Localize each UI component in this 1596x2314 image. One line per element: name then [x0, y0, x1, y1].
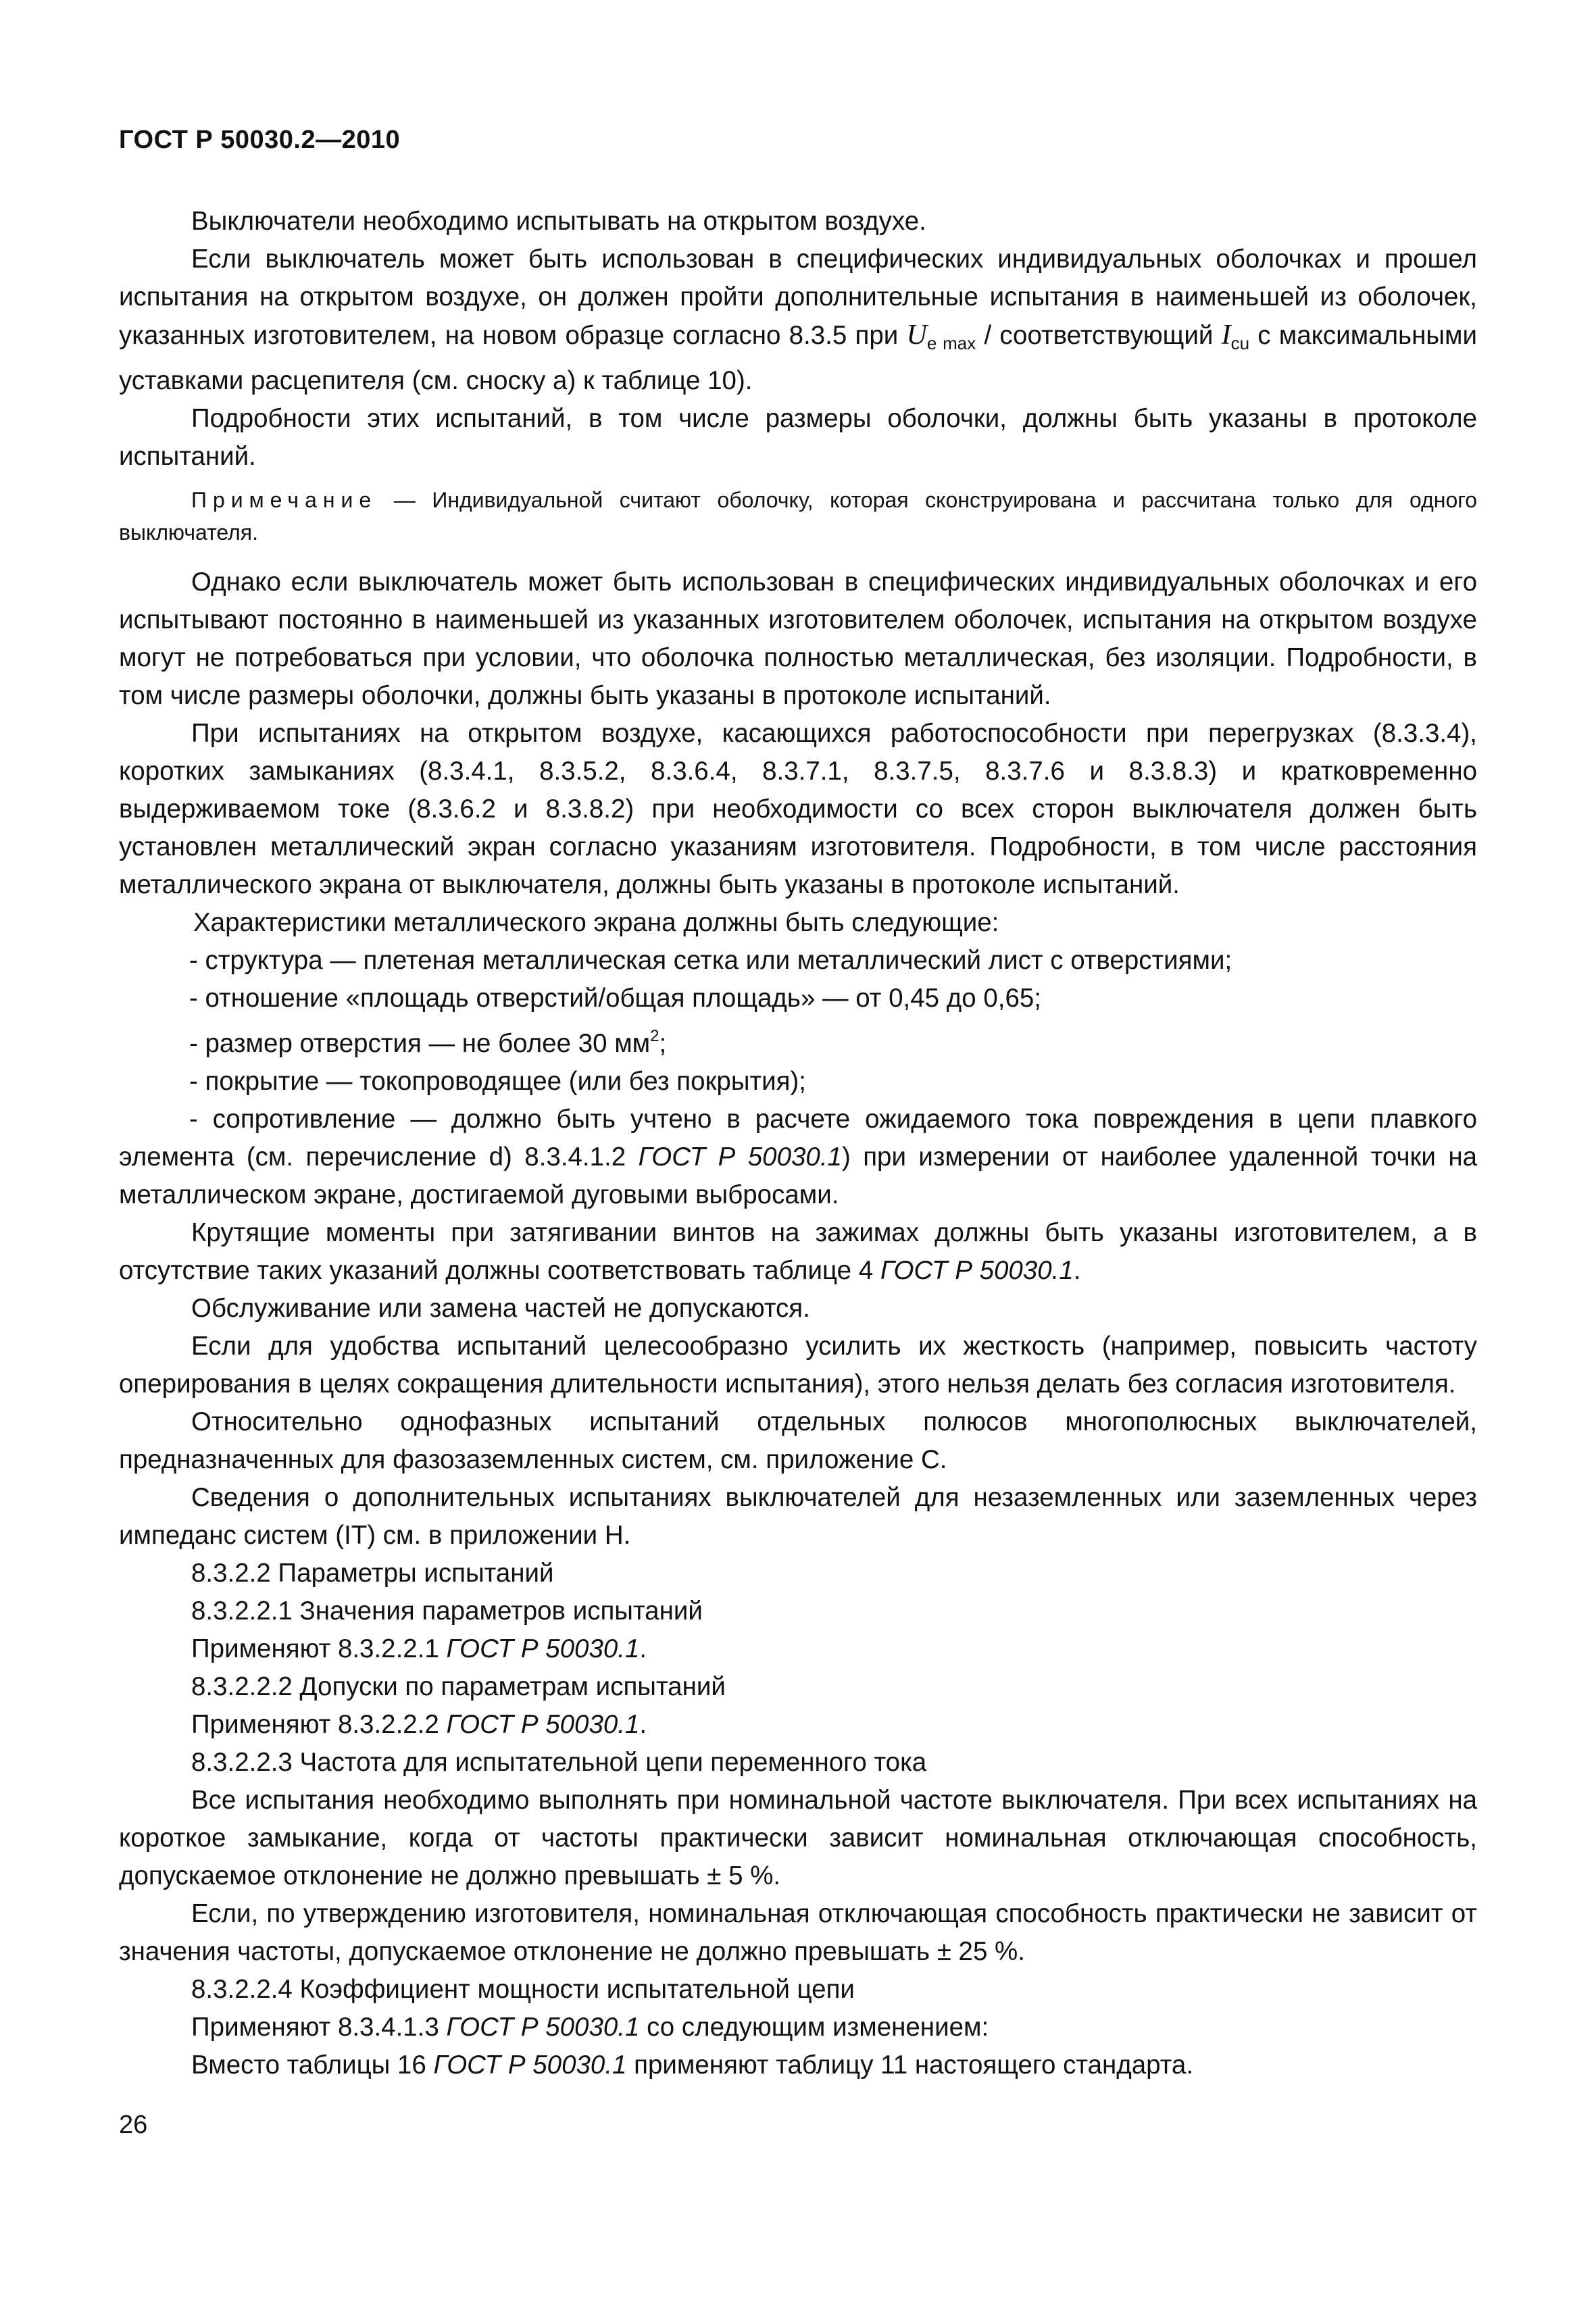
paragraph-text: При испытаниях на открытом воздухе, касающихся работоспособности при перегрузках (8.3.3.4), коротких замыканиях (8.3.4.1, 8.3.5.2, 8.3.6.4, 8.3.7.1, 8.3.7.5, 8.3.7.6 и 8.3.8.3) и кратковременно выдерживаемом токе (8.3.6.2 и 8.3.8.2) при необходимости со всех сторон выключателя должен быть установлен металлический экран согласно указаниям изготовителя. Подробности, в том числе расстояния металлического экрана от выключателя, должны быть указаны в протоколе испытаний. — [119, 719, 1477, 899]
paragraph-text: Применяют 8.3.2.2.2 — [191, 1710, 447, 1739]
standard-reference: ГОСТ Р 50030.1 — [446, 1710, 640, 1739]
paragraph-text: . — [639, 1634, 647, 1663]
list-item-text: - структура — плетеная металлическая сетка или металлический лист с отверстиями; — [189, 946, 1232, 975]
paragraph — [119, 1290, 1477, 1328]
voltage-symbol: U — [906, 320, 927, 351]
section-heading-text: 8.3.2.2 Параметры испытаний — [191, 1559, 554, 1588]
section-heading — [119, 1592, 1477, 1630]
list-item — [119, 1063, 1477, 1101]
paragraph-text: Сведения о дополнительных испытаниях выключателей для незаземленных или заземленных через импеданс систем (IT) см. в приложении Н. — [119, 1483, 1477, 1550]
paragraph-text: с максимальными уставками расцепителя (см. сноску а) к таблице 10). — [119, 321, 1478, 395]
paragraph-text: Относительно однофазных испытаний отдельных полюсов многополюсных выключателей, предназначенных для фазозаземленных систем, см. приложение С. — [119, 1407, 1477, 1474]
list-item-text: - размер отверстия — не более 30 мм — [189, 1029, 651, 1058]
paragraph-text: Если для удобства испытаний целесообразно усилить их жесткость (например, повысить частоту оперирования в целях сокращения длительности испытания), этого нельзя делать без согласия изготовителя. — [119, 1332, 1477, 1399]
paragraph — [119, 2009, 1477, 2046]
superscript: 2 — [650, 1027, 659, 1045]
paragraph-text: Если, по утверждению изготовителя, номинальная отключающая способность практически не зависит от значения частоты, допускаемое отклонение не должно превышать ± 25 %. — [119, 1899, 1477, 1966]
paragraph — [119, 241, 1477, 400]
list-item-text: - сопротивление — должно быть учтено в расчете ожидаемого тока повреждения в цепи плавкого элемента (см. перечисление d) 8.3.4.1.2 — [119, 1105, 1477, 1172]
paragraph — [119, 904, 1477, 942]
section-heading — [119, 1971, 1477, 2009]
list-item — [119, 1101, 1477, 1214]
section-heading-text: 8.3.2.2.1 Значения параметров испытаний — [191, 1596, 703, 1626]
standard-reference: ГОСТ Р 50030.1 — [446, 1634, 640, 1663]
standard-reference: ГОСТ Р 50030.1 — [638, 1142, 842, 1172]
document-header: ГОСТ Р 50030.2—2010 — [119, 126, 401, 154]
page-number: 26 — [119, 2111, 148, 2139]
paragraph — [119, 1782, 1477, 1895]
paragraph — [119, 1479, 1477, 1555]
paragraph — [119, 400, 1477, 476]
paragraph — [119, 2046, 1477, 2084]
list-item-text: ) при измерении от наиболее удаленной точки на металлическом экране, достигаемой дуговыми выбросами. — [119, 1142, 1477, 1209]
document-body — [119, 203, 1477, 2084]
paragraph-text: Однако если выключатель может быть использован в специфических индивидуальных оболочках и его испытывают постоянно в наименьшей из указанных изготовителем оболочек, испытания на открытом воздухе могут не потребоваться при условии, что оболочка полностью металлическая, без изоляции. Подробности, в том числе размеры оболочки, должны быть указаны в протоколе испытаний. — [119, 568, 1477, 710]
standard-reference: ГОСТ Р 50030.1 — [433, 2051, 627, 2080]
standard-reference: ГОСТ Р 50030.1 — [446, 2013, 640, 2042]
current-subscript: cu — [1230, 333, 1250, 353]
paragraph — [119, 1214, 1477, 1290]
standard-reference: ГОСТ Р 50030.1 — [880, 1256, 1074, 1285]
section-heading — [119, 1744, 1477, 1782]
section-heading-text: 8.3.2.2.3 Частота для испытательной цепи переменного тока — [191, 1748, 927, 1777]
list-item — [119, 980, 1477, 1017]
paragraph-text: Если выключатель может быть использован в специфических индивидуальных оболочках и прошел испытания на открытом воздухе, он должен пройти дополнительные испытания в наименьшей из оболочек, указанных изготовителем, на новом образце согласно 8.3.5 при — [119, 245, 1477, 350]
paragraph-text: Применяют 8.3.2.2.1 — [191, 1634, 447, 1663]
paragraph-text: со следующим изменением: — [639, 2013, 989, 2042]
list-item-text: - отношение «площадь отверстий/общая площадь» — от 0,45 до 0,65; — [189, 984, 1041, 1013]
paragraph-text: Характеристики металлического экрана должны быть следующие: — [193, 908, 999, 937]
paragraph-text: применяют таблицу 11 настоящего стандарта. — [626, 2051, 1194, 2080]
paragraph — [119, 563, 1477, 715]
paragraph-text: . — [1073, 1256, 1081, 1285]
paragraph — [119, 1328, 1477, 1403]
paragraph-text: / соответствующий — [976, 321, 1222, 350]
section-heading-text: 8.3.2.2.2 Допуски по параметрам испытаний — [191, 1672, 726, 1701]
section-heading-text: 8.3.2.2.4 Коэффициент мощности испытательной цепи — [191, 1975, 855, 2004]
list-item — [119, 942, 1477, 980]
paragraph — [119, 715, 1477, 904]
paragraph-text: Подробности этих испытаний, в том числе размеры оболочки, должны быть указаны в протоколе испытаний. — [119, 404, 1477, 471]
note — [119, 484, 1477, 549]
paragraph-text: Применяют 8.3.4.1.3 — [191, 2013, 447, 2042]
note-text: — Индивидуальной считают оболочку, которая сконструирована и рассчитана только для одного выключателя. — [119, 488, 1477, 545]
paragraph-text: Крутящие моменты при затягивании винтов на зажимах должны быть указаны изготовителем, а в отсутствие таких указаний должны соответствовать таблице 4 — [119, 1218, 1477, 1285]
paragraph — [119, 1630, 1477, 1668]
paragraph — [119, 1706, 1477, 1744]
list-item-text: ; — [659, 1029, 667, 1058]
section-heading — [119, 1668, 1477, 1706]
section-heading — [119, 1555, 1477, 1592]
paragraph-text: Все испытания необходимо выполнять при номинальной частоте выключателя. При всех испытаниях на короткое замыкание, когда от частоты практически зависит номинальная отключающая способность, допускаемое отклонение не должно превышать ± 5 %. — [119, 1786, 1477, 1890]
current-symbol: I — [1221, 320, 1231, 351]
list-item — [119, 1017, 1477, 1063]
note-label: Примечание — [191, 488, 378, 512]
voltage-subscript: e max — [926, 333, 976, 353]
paragraph-text: Вместо таблицы 16 — [191, 2051, 434, 2080]
paragraph-text: . — [639, 1710, 647, 1739]
paragraph-text: Выключатели необходимо испытывать на открытом воздухе. — [191, 207, 926, 236]
paragraph-text: Обслуживание или замена частей не допускаются. — [191, 1294, 810, 1323]
paragraph — [119, 203, 1477, 241]
paragraph — [119, 1895, 1477, 1971]
list-item-text: - покрытие — токопроводящее (или без покрытия); — [189, 1067, 807, 1096]
paragraph — [119, 1403, 1477, 1479]
